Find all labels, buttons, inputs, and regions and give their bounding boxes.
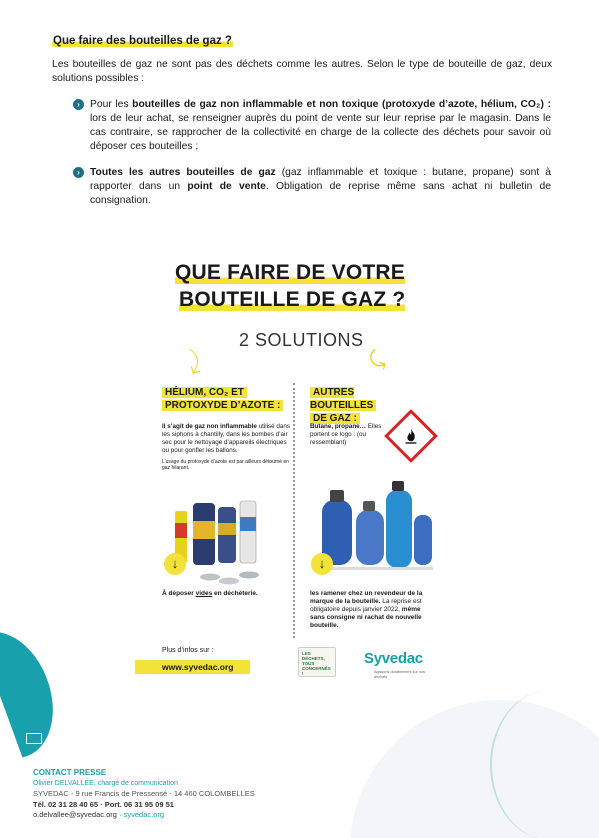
website-link[interactable]: www.syvedac.org <box>135 660 250 674</box>
arrow-right-icon: › <box>73 167 84 178</box>
download-arrow-icon: ↓ <box>164 553 186 575</box>
left-column-action: À déposer vides en déchèterie. <box>162 590 258 597</box>
infographic-title: QUE FAIRE DE VOTRE BOUTEILLE DE GAZ ? <box>175 261 406 311</box>
contact-phone: Tél. 02 31 28 40 65 · Port. 06 31 95 09 51 <box>33 799 174 809</box>
right-column-text: Butane, propane… Elles portent ce logo : (ou ressemblant) <box>310 423 382 446</box>
left-column-text: Il s’agit de gaz non inflammable utilisé dans les siphons à chantilly, dans les bombes d’air sec pour le nettoyage d’appareils électriques ou pour gonfler les ballons. L’usage du protoxyde d’azote est par ailleurs détourné en gaz hilarant. <box>162 423 291 471</box>
contact-heading: CONTACT PRESSE <box>33 768 107 777</box>
intro-paragraph: Les bouteilles de gaz ne sont pas des déchets comme les autres. Selon le type de bouteille de gaz, deux solutions possibles : <box>52 59 552 84</box>
contact-address: SYVEDAC - 9 rue Francis de Pressensé - 14 460 COLOMBELLES <box>33 789 255 798</box>
left-column-title: HÉLIUM, CO₂ ET PROTOXYDE D’AZOTE : <box>162 386 287 412</box>
decorative-arc <box>490 690 599 838</box>
small-gas-cartridges-image <box>165 493 280 593</box>
contact-person: Olivier DELVALLÉE, chargé de communication <box>33 779 178 787</box>
download-arrow-icon: ↓ <box>311 553 333 575</box>
page-heading: Que faire des bouteilles de gaz ? <box>53 35 232 47</box>
contact-site[interactable]: · syvedac.org <box>119 810 165 819</box>
more-info-label: Plus d’infos sur : <box>162 647 214 654</box>
tous-concernes-logo: LES DÉCHETS, TOUS CONCERNÉS ! <box>298 647 336 677</box>
bullet-non-flammable: › Pour les bouteilles de gaz non inflammable et non toxique (protoxyde d’azote, hélium, CO₂) : lors de leur achat, se renseigner auprès du point de vente sur leur reprise par le magasin. Dans le cas contraire, se rapprocher de la collectivité en charge de la collecte des déchets pour savoir où déposer ces bouteilles ; <box>73 98 551 154</box>
column-divider <box>293 383 295 638</box>
contact-email[interactable]: o.delvallee@syvedac.org <box>33 810 117 819</box>
gas-bottle-infographic <box>130 255 475 687</box>
syvedac-logo: Syvedac Agissons durablement sur nos déchets <box>364 650 426 679</box>
bullet-other-bottles: › Toutes les autres bouteilles de gaz (gaz inflammable et toxique : butane, propane) sont à rapporter dans un point de vente. Obligation de reprise même sans achat ni bulletin de consignation. <box>73 166 551 208</box>
right-column-action: les ramener chez un revendeur de la marque de la bouteille. La reprise est obligatoire depuis janvier 2022, même sans consigne ni rachat de nouvelle bouteille. <box>310 590 423 629</box>
curved-arrow-icon: ⤵ <box>176 347 209 380</box>
contact-links <box>33 810 255 821</box>
press-contact-footer <box>33 768 255 821</box>
right-column-title: AUTRES BOUTEILLES DE GAZ : <box>310 386 410 425</box>
curved-arrow-icon: ⤹ <box>364 345 389 374</box>
infographic-subtitle: 2 SOLUTIONS <box>239 330 364 350</box>
mail-icon <box>26 733 42 744</box>
arrow-right-icon: › <box>73 99 84 110</box>
teal-decorative-shape <box>0 619 70 772</box>
flame-icon <box>402 427 420 445</box>
large-gas-bottles-image <box>310 475 435 595</box>
